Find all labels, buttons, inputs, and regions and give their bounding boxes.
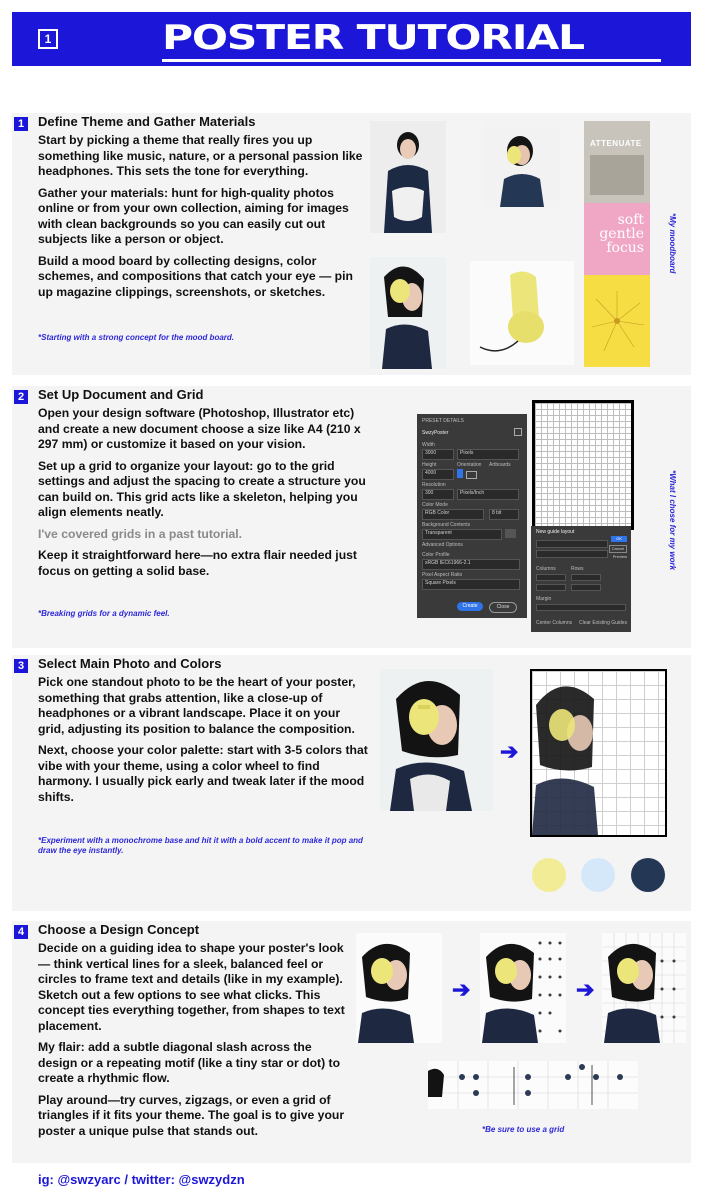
social-handles[interactable]: ig: @swzyarc / twitter: @swzydzn: [38, 1172, 245, 1187]
step-note: *Experiment with a monochrome base and hit it with a bold accent to make it pop and draw the eye instantly.: [38, 836, 363, 855]
paragraph: Decide on a guiding idea to shape your poster's look — think vertical lines for a sleek, balanced feel or circles to frame text and details (like in my example). Sketch out a few options to see what clicks. This concept ties everything together, from shapes to text placement.: [38, 941, 345, 1033]
rows-checkbox[interactable]: Rows: [571, 566, 584, 572]
columns-number-field[interactable]: [536, 574, 566, 581]
step-number: 4: [14, 925, 28, 939]
guide-layout-dialog: [531, 526, 631, 632]
concept-grid-photo: [602, 933, 686, 1043]
palette-swatch-light-blue: [581, 858, 615, 892]
preset-name: SwzyPoster: [422, 430, 449, 436]
moodboard-photo-headphones-woman: [484, 121, 560, 207]
concept-dots-photo: [480, 933, 566, 1043]
resolution-unit-select[interactable]: Pixels/Inch: [457, 489, 519, 500]
paragraph: Gather your materials: hunt for high-quality photos online or from your own collection, aiming for images with clean backgrounds so you can easily cut out subjects like a person or object.: [38, 185, 349, 246]
concept-detail-strip: [428, 1061, 638, 1109]
color-mode-label: Color Mode: [422, 502, 448, 508]
width-label: Width: [422, 442, 435, 448]
arrow-icon: ➔: [500, 739, 519, 764]
resolution-label: Resolution: [422, 482, 446, 488]
width-unit-select[interactable]: Pixels: [457, 449, 519, 460]
paragraph: Open your design software (Photoshop, Illustrator etc) and create a new document choose a size like A4 (210 x 297 mm) or customize it based on your vision.: [38, 406, 361, 451]
section-design-concept: [12, 921, 691, 1163]
step-body: [38, 133, 368, 306]
pixel-aspect-label: Pixel Aspect Ratio: [422, 572, 463, 578]
dialog-header: PRESET DETAILS: [422, 418, 464, 424]
paragraph: Set up a grid to organize your layout: go to the grid settings and adjust the spacing to create a structure you can build on. This grid acts like a skeleton, helping you align elements neatly.: [38, 458, 366, 519]
cancel-button[interactable]: Cancel: [609, 545, 627, 553]
step-body: [38, 406, 368, 585]
arrow-icon: ➔: [576, 977, 595, 1002]
page-number: 1: [38, 29, 58, 49]
step-title: Define Theme and Gather Materials: [38, 114, 256, 129]
step-number: 1: [14, 117, 28, 131]
resolution-field[interactable]: 300: [422, 489, 454, 500]
step-note: *Starting with a strong concept for the mood board.: [38, 333, 235, 342]
ok-button[interactable]: OK: [611, 536, 627, 542]
preview-checkbox[interactable]: Preview: [612, 554, 627, 559]
clear-guides-checkbox[interactable]: Clear Existing Guides: [579, 620, 628, 626]
width-field[interactable]: 3000: [422, 449, 454, 460]
title-underline: [162, 59, 661, 62]
orientation-label: Orientation: [457, 462, 482, 468]
muted-paragraph: I've covered grids in a past tutorial.: [38, 526, 243, 541]
pixel-aspect-select[interactable]: Square Pixels: [422, 579, 520, 590]
color-profile-select[interactable]: sRGB IEC61966-2.1: [422, 559, 520, 570]
background-swatch[interactable]: [505, 529, 516, 538]
tile-text: focus: [606, 240, 644, 256]
step-title: Select Main Photo and Colors: [38, 656, 222, 671]
section-define-theme: [12, 113, 691, 375]
palette-swatch-navy: [631, 858, 665, 892]
preset-select[interactable]: [536, 540, 608, 548]
close-button[interactable]: Close: [489, 602, 517, 613]
side-note: *What I chose for my work: [668, 470, 677, 571]
step-title: Choose a Design Concept: [38, 922, 200, 937]
height-label: Height: [422, 462, 437, 468]
artboards-label: Artboards: [489, 462, 511, 468]
paragraph: Keep it straightforward here—no extra flair needed just focus on getting a solid base.: [38, 548, 357, 578]
moodboard-tile-attenuate: [584, 121, 650, 203]
step-body: [38, 941, 350, 1145]
paragraph: Next, choose your color palette: start with 3-5 colors that vibe with your theme, using a color wheel to find harmony. I usually pick early and tweak later if the mood shifts.: [38, 743, 368, 804]
moodboard-photo-woman-sweater: [370, 121, 446, 233]
header-banner: [12, 12, 691, 66]
target-select[interactable]: [536, 550, 608, 558]
portrait-orientation-icon[interactable]: [457, 469, 463, 478]
center-columns-checkbox[interactable]: Center Columns: [536, 620, 573, 626]
margin-fields[interactable]: [536, 604, 626, 611]
background-label: Background Contents: [422, 522, 471, 528]
palette-swatch-yellow: [532, 858, 566, 892]
tile-text: ATTENUATE: [590, 139, 642, 148]
paragraph: My flair: add a subtle diagonal slash across the design or a repeating motif (like a tiny star or dot) to create a rhythmic flow.: [38, 1040, 341, 1085]
side-note: *My moodboard: [668, 213, 677, 274]
paragraph: Pick one standout photo to be the heart of your poster, something that grabs attention, like a close-up of headphones or a vibrant landscape. Place it on your grid, adjusting its position to balance the composition.: [38, 675, 356, 736]
moodboard-photo-headphones-product: [470, 261, 574, 365]
paragraph: Start by picking a theme that really fires you up something like music, nature, or a personal passion like headphones. This sets the tone for everything.: [38, 133, 363, 178]
background-select[interactable]: Transparent: [422, 529, 502, 540]
main-photo-headphones-woman: [380, 669, 493, 811]
new-document-dialog: [417, 414, 527, 618]
advanced-options-toggle[interactable]: Advanced Options: [422, 542, 463, 548]
arrow-icon: ➔: [452, 977, 471, 1002]
page-title: POSTER TUTORIAL: [162, 18, 584, 58]
step-note: *Breaking grids for a dynamic feel.: [38, 609, 170, 618]
step-title: Set Up Document and Grid: [38, 387, 204, 402]
step-note: *Be sure to use a grid: [482, 1125, 565, 1134]
columns-checkbox[interactable]: Columns: [536, 566, 556, 572]
tile-image: [590, 155, 644, 195]
document-grid-preview: [532, 400, 634, 530]
concept-step-photo: [356, 933, 442, 1043]
landscape-orientation-icon[interactable]: [466, 471, 477, 479]
save-preset-icon[interactable]: [514, 428, 522, 436]
moodboard-tile-soft-gentle-focus: [584, 203, 650, 275]
height-field[interactable]: 4000: [422, 469, 454, 480]
step-number: 3: [14, 659, 28, 673]
rows-number-field[interactable]: [571, 574, 601, 581]
step-body: [38, 675, 368, 811]
tile-text: soft: [617, 212, 644, 228]
tile-text: gentle: [599, 226, 644, 242]
section-document-grid: [12, 386, 691, 648]
color-profile-label: Color Profile: [422, 552, 450, 558]
bit-depth-select[interactable]: 8 bit: [489, 509, 519, 520]
moodboard-tile-yellow: [584, 275, 650, 367]
margin-checkbox[interactable]: Margin: [536, 596, 552, 602]
create-button[interactable]: Create: [457, 602, 483, 611]
photo-on-grid-preview: [530, 669, 667, 837]
column-gutter-field[interactable]: [536, 584, 566, 591]
section-photo-colors: [12, 655, 691, 911]
moodboard-photo-profile-headphones: [370, 257, 446, 369]
paragraph: Play around—try curves, zigzags, or even a grid of triangles if it fits your theme. The goal is to give your poster a unique pulse that stands out.: [38, 1092, 345, 1138]
row-gutter-field[interactable]: [571, 584, 601, 591]
step-number: 2: [14, 390, 28, 404]
guide-dialog-title: New guide layout: [536, 529, 575, 535]
paragraph: Build a mood board by collecting designs, color schemes, and compositions that catch your eye — pin up magazine clippings, screenshots, or sketches.: [38, 253, 353, 299]
color-mode-select[interactable]: RGB Color: [422, 509, 484, 520]
